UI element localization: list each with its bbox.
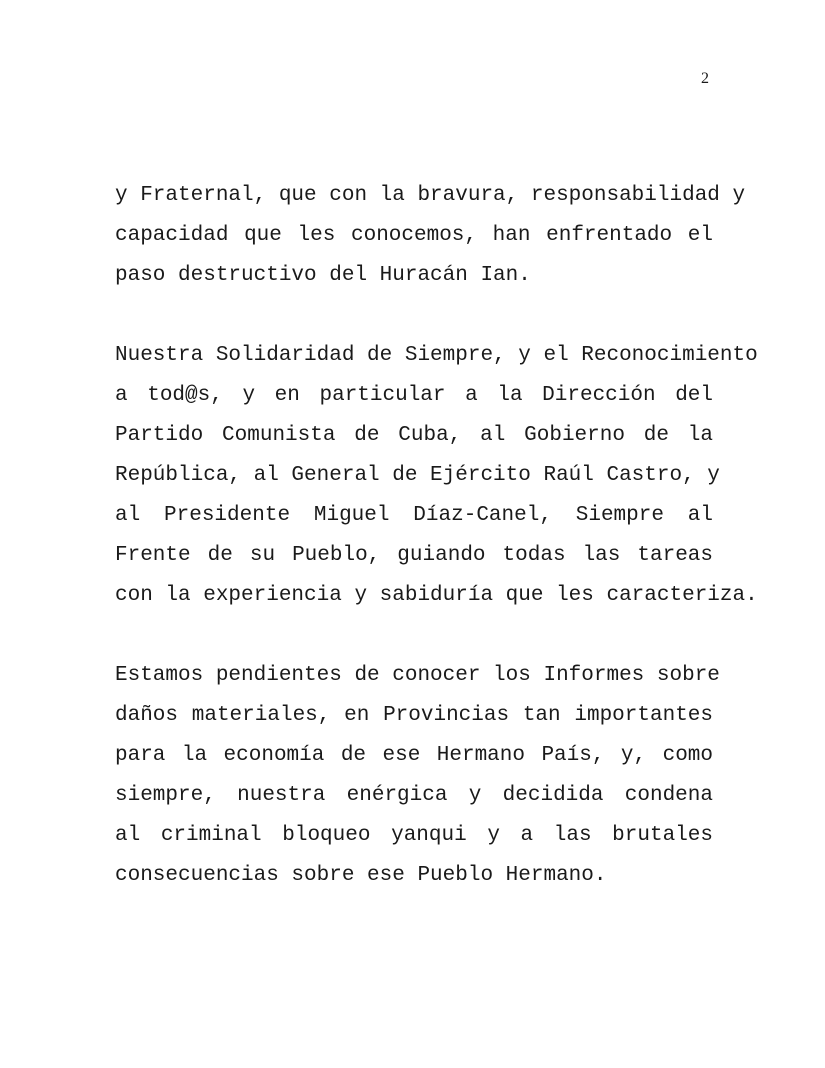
paragraph-1: [115, 176, 746, 296]
text-line: Frente de su Pueblo, guiando todas las tareas: [115, 544, 713, 567]
text-line: siempre, nuestra enérgica y decidida condena: [115, 784, 713, 807]
text-line: al Presidente Miguel Díaz-Canel, Siempre al: [115, 504, 713, 527]
text-line: capacidad que les conocemos, han enfrentado el: [115, 224, 713, 247]
paragraph-3: [115, 656, 720, 896]
text-line: al criminal bloqueo yanqui y a las brutales: [115, 824, 713, 847]
text-line: República, al General de Ejército Raúl Castro, y: [115, 464, 720, 487]
text-line: con la experiencia y sabiduría que les caracteriza.: [115, 584, 758, 607]
text-line: daños materiales, en Provincias tan importantes: [115, 704, 713, 727]
document-body: [115, 176, 758, 936]
text-line: Nuestra Solidaridad de Siempre, y el Reconocimiento: [115, 344, 758, 367]
text-line: para la economía de ese Hermano País, y, como: [115, 744, 713, 767]
text-line: consecuencias sobre ese Pueblo Hermano.: [115, 864, 607, 887]
text-line: a tod@s, y en particular a la Dirección del: [115, 384, 713, 407]
page-number: 2: [701, 70, 709, 87]
text-line: Partido Comunista de Cuba, al Gobierno de la: [115, 424, 713, 447]
paragraph-2: [115, 336, 758, 616]
text-line: paso destructivo del Huracán Ian.: [115, 264, 531, 287]
text-line: Estamos pendientes de conocer los Informes sobre: [115, 664, 720, 687]
text-line: y Fraternal, que con la bravura, responsabilidad y: [115, 184, 746, 207]
